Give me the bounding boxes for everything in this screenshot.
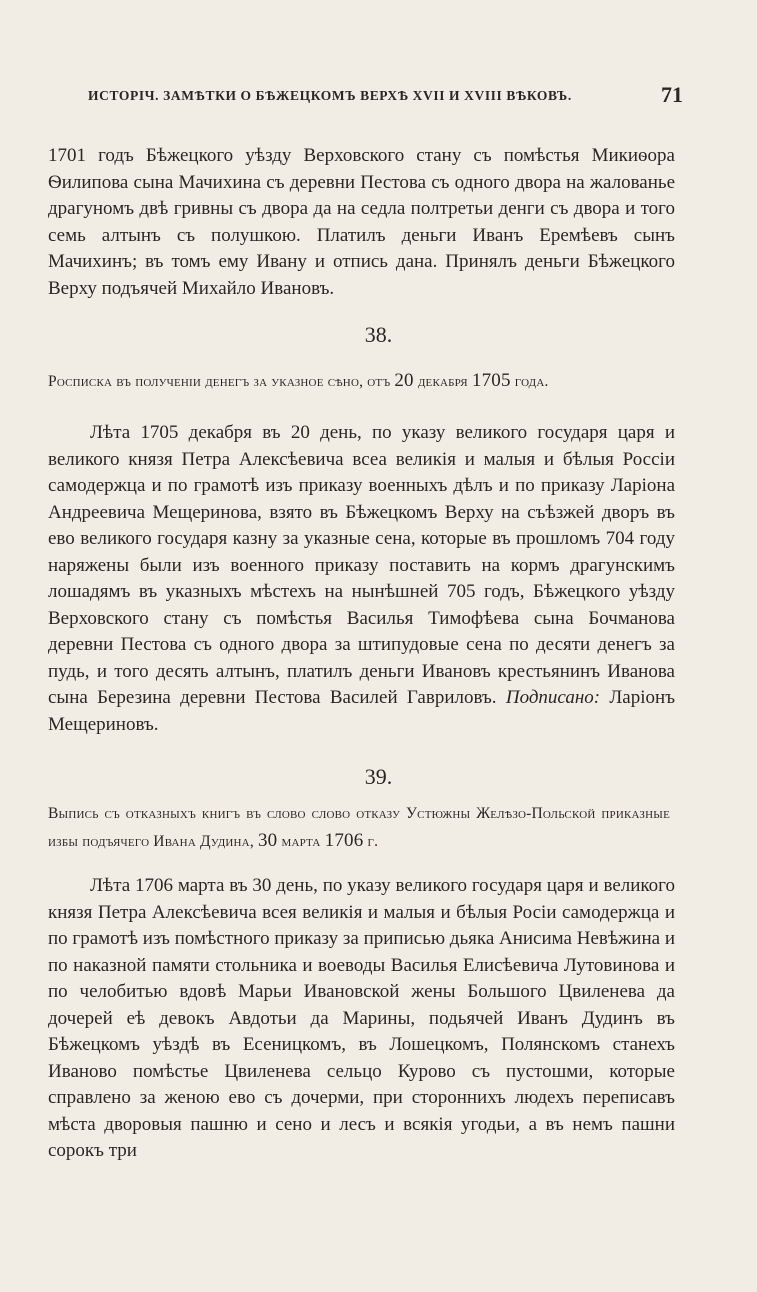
document-39-heading-day: 30	[257, 830, 278, 851]
document-39-paragraph: Лѣта 1706 марта въ 30 день, по указу великого государя царя и великого князя Петра Алексѣевича всея великія и малыя и бѣлыя Росіи самодержца и по грамотѣ изъ помѣстного приказу за приписью дьяка Анисима Невѣжина и по наказной памяти стольника и воеводы Василья Елисѣевича Лутовинова и по челобитью вдовѣ Марьи Ивановской жены Большого Цвиленева да дочерей еѣ девокъ Авдотьи да Марины, подьячей Иванъ Дудинъ въ Бѣжецкомъ уѣздѣ въ Есеницкомъ, въ Лошецкомъ, Полянскомъ станехъ Иваново помѣстье Цвиленева сельцо Курово съ пустошми, которые справлено за женою ево съ дочерми, при стороннихъ людехъ переписавъ мѣста дворовыя пашню и сено и лесъ и всякія угодьи, а въ немъ пашни сорокъ три	[48, 875, 675, 1161]
document-39-heading	[48, 800, 670, 855]
signed-label: Подписано:	[505, 687, 601, 708]
document-38-heading-day: 20	[394, 370, 414, 391]
document-39-text	[48, 873, 675, 1165]
document-39-number: 39.	[364, 764, 393, 789]
page-number: 71	[661, 82, 683, 107]
document-38-heading-year: 1705	[471, 370, 511, 391]
signed-name: Ларіонъ Мещериновъ.	[48, 687, 676, 735]
document-39-heading-year: 1706	[324, 830, 364, 851]
document-38-number: 38.	[364, 322, 393, 347]
document-39-heading-text: Выпись съ отказныхъ книгъ въ слово слово отказу Устюжны Желѣзо-Польской приказные избы подъячего Ивана Дудина,	[48, 805, 670, 850]
document-38-heading-end: года.	[514, 373, 549, 390]
document-39-heading-end: г.	[367, 833, 379, 850]
document-38-heading	[48, 370, 678, 392]
document-38-heading-text: Росписка въ полученіи денегъ за указное сѣно, отъ	[48, 373, 391, 390]
document-37-text	[48, 143, 675, 302]
document-38-heading-month: декабря	[417, 373, 468, 390]
document-38-body: Лѣта 1705 декабря въ 20 день, по указу великого государя царя и великого князя Петра Алексѣевича всеа великія и малыя и бѣлыя Россіи самодержца и по грамотѣ изъ приказу военныхъ дѣлъ и по приказу Ларіона Андреевича Мещеринова, взято въ Бѣжецкомъ Верху на съѣзжей дворъ въ ево великого государя казну за указные сена, которые въ прошломъ 704 году наряжены были изъ военного приказу поставить на кормъ драгунскимъ лошадямъ въ указныхъ мѣстехъ на нынѣшней 705 годъ, Бѣжецкого уѣзду Верховского стану съ помѣстья Василья Тимофѣева сына Бочманова деревни Пестова съ одного двора за штипудовые сена по десяти денегъ за пудь, и того десять алтынъ, платилъ деньги Ивановъ крестьянинъ Иванова сына Березина деревни Пестова Василей Гавриловъ.	[48, 422, 675, 708]
running-head: ИСТОРІЧ. ЗАМѢТКИ О БѢЖЕЦКОМЪ ВЕРХѢ XVII И XVIII ВѢКОВЪ.	[88, 88, 572, 103]
document-38-paragraph	[48, 420, 675, 738]
document-38-text	[48, 420, 675, 738]
document-39-heading-month: марта	[281, 833, 321, 850]
document-37-paragraph: 1701 годъ Бѣжецкого уѣзду Верховского стану съ помѣстья Микиѳора Ѳилипова сына Мачихина съ деревни Пестова съ одного двора на жалованье драгуномъ двѣ гривны съ двора да на седла полтретьи денги съ двора и того семь алтынъ съ полушкою. Платилъ деньги Иванъ Еремѣевъ сынъ Мачихинъ; въ томъ ему Ивану и отпись дана. Принялъ деньги Бѣжецкого Верху подъячей Михайло Ивановъ.	[48, 145, 675, 299]
